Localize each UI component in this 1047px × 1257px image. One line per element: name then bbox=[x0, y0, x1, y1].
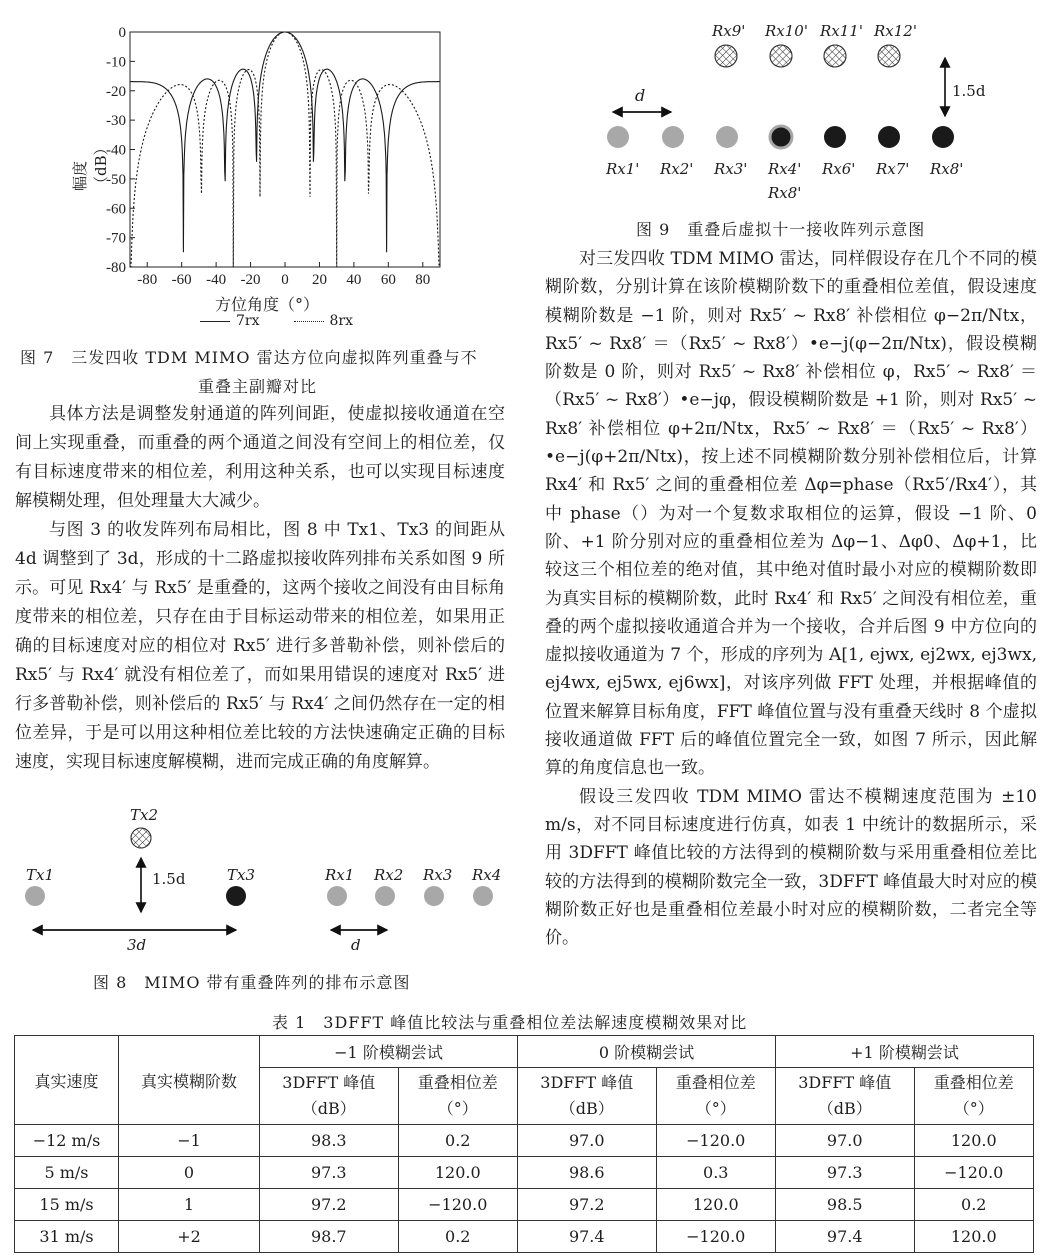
subheader-peak-unit: （dB） bbox=[559, 1099, 614, 1118]
fig7-legend bbox=[200, 313, 353, 329]
rx10-crosshatch bbox=[770, 45, 792, 67]
series-8rx-line bbox=[130, 32, 440, 267]
table-cell: 5 m/s bbox=[15, 1157, 119, 1189]
fig8-dim-3d: 3d bbox=[127, 936, 147, 954]
fig9-label-rx2p: Rx2' bbox=[660, 160, 694, 178]
table-cell: 15 m/s bbox=[15, 1189, 119, 1221]
series-7rx-line bbox=[130, 32, 440, 252]
fig9-label-rx9: Rx9' bbox=[712, 22, 746, 40]
subheader-phase-unit: （°） bbox=[953, 1099, 994, 1118]
table-cell: 98.3 bbox=[260, 1125, 399, 1157]
fig8-label-tx3: Tx3 bbox=[227, 866, 256, 884]
fig9-bottom-row bbox=[607, 126, 954, 148]
table-cell: −120.0 bbox=[914, 1157, 1033, 1189]
table-cell: 97.2 bbox=[260, 1189, 399, 1221]
y-tick-label: -30 bbox=[106, 113, 126, 130]
fig9-label-rx11: Rx11' bbox=[820, 22, 863, 40]
x-tick-label: -80 bbox=[137, 272, 158, 288]
table-subheader-peak bbox=[517, 1068, 656, 1125]
table-subheader-phase bbox=[656, 1068, 775, 1125]
y-tick-label: -10 bbox=[106, 54, 126, 71]
fig9-label-rx12: Rx12' bbox=[874, 22, 917, 40]
rx11-crosshatch bbox=[824, 45, 846, 67]
table1-body bbox=[15, 1125, 1034, 1253]
table-header-group-0: 0 阶模糊尝试 bbox=[517, 1036, 775, 1068]
table-cell: 0.2 bbox=[914, 1189, 1033, 1221]
table-header-group-plus1: +1 阶模糊尝试 bbox=[775, 1036, 1033, 1068]
subheader-phase-unit: （°） bbox=[437, 1099, 478, 1118]
tx1-element bbox=[25, 886, 45, 906]
y-tick-label: -20 bbox=[106, 83, 126, 100]
fig8-dim-d: d bbox=[351, 936, 361, 954]
table-cell: 98.7 bbox=[260, 1221, 399, 1253]
table-cell: 97.2 bbox=[517, 1189, 656, 1221]
table-cell: 1 bbox=[119, 1189, 260, 1221]
fig9-diagram bbox=[595, 20, 995, 210]
table-cell: 0.2 bbox=[398, 1221, 517, 1253]
table-cell: −120.0 bbox=[398, 1189, 517, 1221]
fig8-label-rx4: Rx4 bbox=[472, 866, 502, 884]
fig8-label-rx2: Rx2 bbox=[374, 866, 404, 884]
y-tick-label: 0 bbox=[118, 25, 126, 41]
table-cell: 0.2 bbox=[398, 1125, 517, 1157]
table-cell: +2 bbox=[119, 1221, 260, 1253]
table-cell: −12 m/s bbox=[15, 1125, 119, 1157]
subheader-peak-label: 3DFFT 峰值 bbox=[282, 1073, 376, 1092]
fig8-label-rx1: Rx1 bbox=[325, 866, 355, 884]
table-cell: 31 m/s bbox=[15, 1221, 119, 1253]
x-tick-label: 60 bbox=[380, 272, 396, 288]
table-row bbox=[15, 1221, 1034, 1253]
table-subheader-peak bbox=[260, 1068, 399, 1125]
rx3-element bbox=[424, 886, 444, 906]
fig9-label-rx7p: Rx7' bbox=[876, 160, 910, 178]
y-tick-label: -70 bbox=[106, 230, 126, 247]
table-cell: 0 bbox=[119, 1157, 260, 1189]
fig7-caption-line2: 重叠主副瓣对比 bbox=[198, 377, 318, 396]
x-tick-label: 20 bbox=[311, 272, 327, 288]
table-cell: 98.5 bbox=[775, 1189, 914, 1221]
table-row bbox=[15, 1157, 1034, 1189]
y-tick-label: -60 bbox=[106, 201, 126, 218]
fig9-top-row bbox=[715, 45, 900, 67]
x-tick-label: 40 bbox=[346, 272, 362, 288]
fig7-ylabel: 幅度（dB） bbox=[71, 140, 110, 191]
table1 bbox=[14, 1035, 1034, 1253]
table-cell: 97.0 bbox=[775, 1125, 914, 1157]
fig8-caption: 图 8 MIMO 带有重叠阵列的排布示意图 bbox=[93, 973, 411, 992]
fig9-dim-d: d bbox=[635, 86, 646, 105]
rx2p-element bbox=[662, 126, 684, 148]
legend-7rx-label: 7rx bbox=[236, 313, 260, 329]
y-tick-label: -80 bbox=[106, 260, 126, 276]
x-tick-label: -40 bbox=[206, 272, 227, 288]
table-cell: 120.0 bbox=[398, 1157, 517, 1189]
rx2-element bbox=[375, 886, 395, 906]
table-cell: −120.0 bbox=[656, 1221, 775, 1253]
table-header-true-order: 真实模糊阶数 bbox=[119, 1036, 260, 1125]
y-tick-label: -50 bbox=[106, 171, 126, 188]
tx2-element-crosshatch bbox=[131, 828, 151, 848]
fig7-xlabel: 方位角度（°） bbox=[215, 295, 320, 314]
x-tick-label: 80 bbox=[415, 272, 431, 288]
fig9-label-rx10: Rx10' bbox=[765, 22, 808, 40]
tx3-element bbox=[226, 886, 246, 906]
table-cell: 97.3 bbox=[775, 1157, 914, 1189]
rx3p-element bbox=[716, 126, 738, 148]
rx1-element bbox=[327, 886, 347, 906]
table-cell: 120.0 bbox=[914, 1125, 1033, 1157]
fig9-label-rx3p: Rx3' bbox=[714, 160, 748, 178]
subheader-phase-unit: （°） bbox=[695, 1099, 736, 1118]
table-cell: 97.3 bbox=[260, 1157, 399, 1189]
plot-frame bbox=[130, 32, 440, 267]
table-cell: 97.4 bbox=[775, 1221, 914, 1253]
table-cell: 97.4 bbox=[517, 1221, 656, 1253]
subheader-peak-unit: （dB） bbox=[817, 1099, 872, 1118]
legend-7rx-swatch bbox=[200, 321, 230, 322]
legend-8rx-swatch bbox=[294, 321, 324, 322]
table-row bbox=[15, 1189, 1034, 1221]
table-row bbox=[15, 1125, 1034, 1157]
table-cell: −1 bbox=[119, 1125, 260, 1157]
subheader-peak-label: 3DFFT 峰值 bbox=[798, 1073, 892, 1092]
rx9-crosshatch bbox=[715, 45, 737, 67]
fig9-label-rx4p: Rx4' bbox=[768, 160, 802, 178]
x-tick-label: 0 bbox=[281, 272, 289, 288]
x-tick-label: -60 bbox=[171, 272, 192, 288]
fig8-label-rx3: Rx3 bbox=[423, 866, 453, 884]
subheader-phase-label: 重叠相位差 bbox=[417, 1073, 498, 1092]
table-header-group-minus1: −1 阶模糊尝试 bbox=[260, 1036, 518, 1068]
fig7-caption-line1: 图 7 三发四收 TDM MIMO 雷达方位向虚拟阵列重叠与不 bbox=[20, 348, 478, 367]
table-cell: 120.0 bbox=[656, 1189, 775, 1221]
table-subheader-phase bbox=[914, 1068, 1033, 1125]
fig8-label-tx1: Tx1 bbox=[26, 866, 55, 884]
rx6p-element bbox=[824, 126, 846, 148]
fig9-label-rx6p: Rx6' bbox=[822, 160, 856, 178]
y-tick-label: -40 bbox=[106, 142, 126, 159]
fig8-label-tx2: Tx2 bbox=[130, 806, 159, 824]
table-subheader-phase bbox=[398, 1068, 517, 1125]
left-paragraph-2: 与图 3 的收发阵列布局相比，图 8 中 Tx1、Tx3 的间距从 4d 调整到了 3d，形成的十二路虚拟接收阵列排布关系如图 9 所示。可见 Rx4′ 与 Rx5′ 是重叠的，这两个接收之间没有由目标角度带来的相位差，只存在由于目标运动带来的相位差，如果用正确的目标速度对应的相位对 Rx5′ 进行多普勒补偿，则补偿后的 Rx5′ 与 Rx4′ 就没有相位差了，而如果用错误的速度对 Rx5′ 进行多普勒补偿，则补偿后的 Rx5′ 与 Rx4′ 之间仍然存在一定的相位差异，于是可以用这种相位差比较的方法快速确定正确的目标速度，实现目标速度解模糊，进而完成正确的角度解算。 bbox=[15, 520, 505, 772]
subheader-peak-label: 3DFFT 峰值 bbox=[540, 1073, 634, 1092]
rx4p-rx8p-overlap-element bbox=[770, 126, 792, 148]
table-cell: 97.0 bbox=[517, 1125, 656, 1157]
table-cell: 98.6 bbox=[517, 1157, 656, 1189]
right-paragraph-1: 对三发四收 TDM MIMO 雷达，同样假设存在几个不同的模糊阶数，分别计算在该阶模糊阶数下的重叠相位差值，假设速度模糊阶数是 −1 阶，则对 Rx5′ ~ Rx8′ 补偿相位 φ−2π/Ntx，Rx5′ ~ Rx8′ ＝（Rx5′ ~ Rx8′）•e−j(φ−2π/Ntx)，假设模糊阶数是 0 阶，则对 Rx5′ ~ Rx8′ 补偿相位 φ，Rx5′ ~ Rx8′ ＝（Rx5′ ~ Rx8′）•e−jφ，假设模糊阶数是 +1 阶，则对 Rx5′ ~ Rx8′ 补偿相位 φ+2π/Ntx，Rx5′ ~ Rx8′ ＝（Rx5′ ~ Rx8′）•e−j(φ+2π/Ntx)，按上述不同模糊阶数分别补偿相位后，计算 Rx4′ 和 Rx5′ 之间的重叠相位差 Δφ=phase（Rx5′/Rx4′），其中 phase（）为对一个复数求取相位的运算，假设 −1 阶、0 阶、+1 阶分别对应的重叠相位差为 Δφ−1、Δφ0、Δφ+1，比较这三个相位差的绝对值，其中绝对值时最小对应的模糊阶数即为真实目标的模糊阶数，此时 Rx4′ 和 Rx5′ 之间没有相位差，重叠的两个虚拟接收通道合并为一个接收，合并后图 9 中方位向的虚拟接收通道为 7 个，形成的序列为 A[1, ejwx, ej2wx, ej3wx, ej4wx, ej5wx, ej6wx]，对该序列做 FFT 处理，并根据峰值的位置来解算目标角度，FFT 峰值位置与没有重叠天线时 8 个虚拟接收通道做 FFT 后的峰值位置完全一致，如图 7 所示，因此解算的角度信息也一致。 bbox=[545, 249, 1037, 779]
subheader-phase-label: 重叠相位差 bbox=[933, 1073, 1014, 1092]
left-paragraph-1: 具体方法是调整发射通道的阵列间距，使虚拟接收通道在空间上实现重叠，而重叠的两个通道之间没有空间上的相位差，仅有目标速度带来的相位差，利用这种关系，也可以实现目标速度解模糊处理，但处理量大大减少。 bbox=[15, 404, 505, 511]
legend-8rx-label: 8rx bbox=[329, 313, 353, 329]
table-cell: 0.3 bbox=[656, 1157, 775, 1189]
subheader-peak-unit: （dB） bbox=[301, 1099, 356, 1118]
fig8-dim-1.5d: 1.5d bbox=[152, 870, 186, 888]
table-subheader-peak bbox=[775, 1068, 914, 1125]
rx8p-element bbox=[932, 126, 954, 148]
fig9-label-rx8p: Rx8' bbox=[930, 160, 964, 178]
rx7p-element bbox=[878, 126, 900, 148]
rx12-crosshatch bbox=[878, 45, 900, 67]
fig9-dim-1.5d: 1.5d bbox=[952, 82, 986, 100]
table-header-true-speed: 真实速度 bbox=[15, 1036, 119, 1125]
left-body-text bbox=[15, 400, 505, 777]
x-tick-label: -20 bbox=[240, 272, 261, 288]
fig7-series-group bbox=[130, 32, 440, 267]
table-cell: 120.0 bbox=[914, 1221, 1033, 1253]
fig9-label-rx8p-overlap: Rx8' bbox=[768, 184, 802, 202]
rx4-element bbox=[473, 886, 493, 906]
fig9-caption: 图 9 重叠后虚拟十一接收阵列示意图 bbox=[636, 220, 926, 239]
rx1p-element bbox=[607, 126, 629, 148]
fig7-axes bbox=[106, 25, 440, 288]
fig9-label-rx1p: Rx1' bbox=[606, 160, 640, 178]
right-paragraph-2: 假设三发四收 TDM MIMO 雷达不模糊速度范围为 ±10 m/s，对不同目标速度进行仿真，如表 1 中统计的数据所示，采用 3DFFT 峰值比较的方法得到的模糊阶数与采用重叠相位差比较的方法得到的模糊阶数完全一致，3DFFT 峰值最大时对应的模糊阶数正好也是重叠相位差最小时对应的模糊阶数，二者完全等价。 bbox=[545, 786, 1037, 949]
table-cell: −120.0 bbox=[656, 1125, 775, 1157]
right-body-text bbox=[545, 245, 1037, 952]
subheader-phase-label: 重叠相位差 bbox=[675, 1073, 756, 1092]
table1-title: 表 1 3DFFT 峰值比较法与重叠相位差法解速度模糊效果对比 bbox=[272, 1013, 748, 1032]
